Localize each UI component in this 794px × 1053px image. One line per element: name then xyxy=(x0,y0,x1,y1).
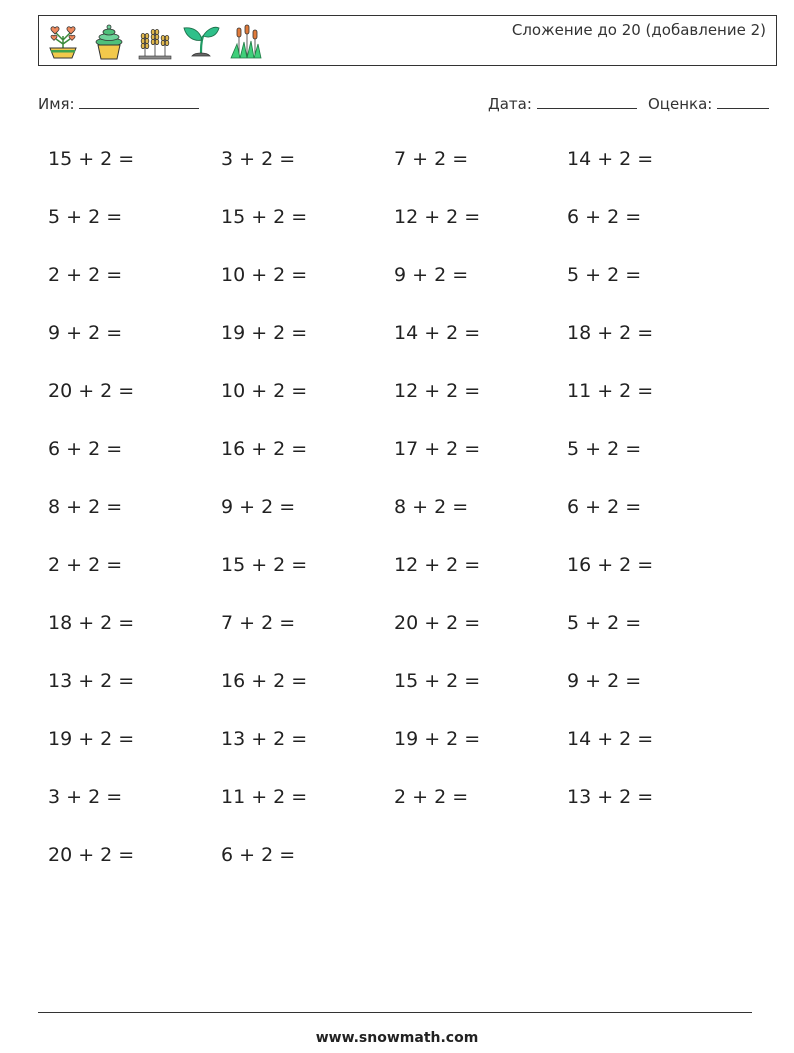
potted-succulent-icon xyxy=(89,22,129,62)
problem-item: 2 + 2 = xyxy=(394,786,469,808)
problem-item: 7 + 2 = xyxy=(394,148,469,170)
problem-item: 2 + 2 = xyxy=(48,554,123,576)
problem-item: 13 + 2 = xyxy=(221,728,308,750)
worksheet-title: Сложение до 20 (добавление 2) xyxy=(511,21,766,39)
problem-item: 16 + 2 = xyxy=(221,670,308,692)
date-blank xyxy=(537,94,637,109)
problem-item: 12 + 2 = xyxy=(394,554,481,576)
problem-item: 6 + 2 = xyxy=(221,844,296,866)
problem-item: 13 + 2 = xyxy=(567,786,654,808)
problem-item: 15 + 2 = xyxy=(221,554,308,576)
problem-item: 17 + 2 = xyxy=(394,438,481,460)
grade-blank xyxy=(717,94,769,109)
footer-url: www.snowmath.com xyxy=(315,1030,479,1046)
name-blank xyxy=(79,94,199,109)
problem-item: 10 + 2 = xyxy=(221,380,308,402)
problem-item: 19 + 2 = xyxy=(48,728,135,750)
header-icons xyxy=(43,22,267,62)
seedling-icon xyxy=(181,22,221,62)
problem-item: 13 + 2 = xyxy=(48,670,135,692)
problem-item: 20 + 2 = xyxy=(48,380,135,402)
problem-item: 14 + 2 = xyxy=(567,728,654,750)
problem-item: 9 + 2 = xyxy=(48,322,123,344)
problem-item: 19 + 2 = xyxy=(394,728,481,750)
problem-item: 5 + 2 = xyxy=(567,612,642,634)
footer-divider xyxy=(38,1012,752,1013)
problem-item: 3 + 2 = xyxy=(48,786,123,808)
name-field xyxy=(38,94,199,113)
problem-item: 14 + 2 = xyxy=(567,148,654,170)
problem-item: 12 + 2 = xyxy=(394,206,481,228)
problem-item: 16 + 2 = xyxy=(567,554,654,576)
problem-item: 15 + 2 = xyxy=(394,670,481,692)
problem-item: 12 + 2 = xyxy=(394,380,481,402)
problem-item: 10 + 2 = xyxy=(221,264,308,286)
problem-item: 3 + 2 = xyxy=(221,148,296,170)
cattail-grass-icon xyxy=(227,22,267,62)
problem-item: 19 + 2 = xyxy=(221,322,308,344)
problem-item: 5 + 2 = xyxy=(48,206,123,228)
problem-item: 18 + 2 = xyxy=(48,612,135,634)
problem-item: 6 + 2 = xyxy=(567,496,642,518)
problem-item: 6 + 2 = xyxy=(48,438,123,460)
problem-item: 9 + 2 = xyxy=(221,496,296,518)
heart-flower-pot-icon xyxy=(43,22,83,62)
date-label: Дата: xyxy=(488,95,532,113)
problem-item: 5 + 2 = xyxy=(567,438,642,460)
problem-item: 7 + 2 = xyxy=(221,612,296,634)
grade-field xyxy=(648,94,769,113)
grade-label: Оценка: xyxy=(648,95,713,113)
problem-item: 15 + 2 = xyxy=(48,148,135,170)
problem-item: 18 + 2 = xyxy=(567,322,654,344)
problem-item: 9 + 2 = xyxy=(394,264,469,286)
problem-item: 20 + 2 = xyxy=(394,612,481,634)
date-field xyxy=(488,94,637,113)
problem-item: 16 + 2 = xyxy=(221,438,308,460)
problem-item: 20 + 2 = xyxy=(48,844,135,866)
problem-item: 6 + 2 = xyxy=(567,206,642,228)
problem-item: 8 + 2 = xyxy=(394,496,469,518)
problem-item: 9 + 2 = xyxy=(567,670,642,692)
name-label: Имя: xyxy=(38,95,75,113)
problem-item: 2 + 2 = xyxy=(48,264,123,286)
problem-item: 15 + 2 = xyxy=(221,206,308,228)
problem-item: 5 + 2 = xyxy=(567,264,642,286)
problem-item: 11 + 2 = xyxy=(221,786,308,808)
worksheet-header xyxy=(38,15,777,66)
problem-item: 8 + 2 = xyxy=(48,496,123,518)
problem-item: 14 + 2 = xyxy=(394,322,481,344)
wheat-sprouts-icon xyxy=(135,22,175,62)
problem-item: 11 + 2 = xyxy=(567,380,654,402)
